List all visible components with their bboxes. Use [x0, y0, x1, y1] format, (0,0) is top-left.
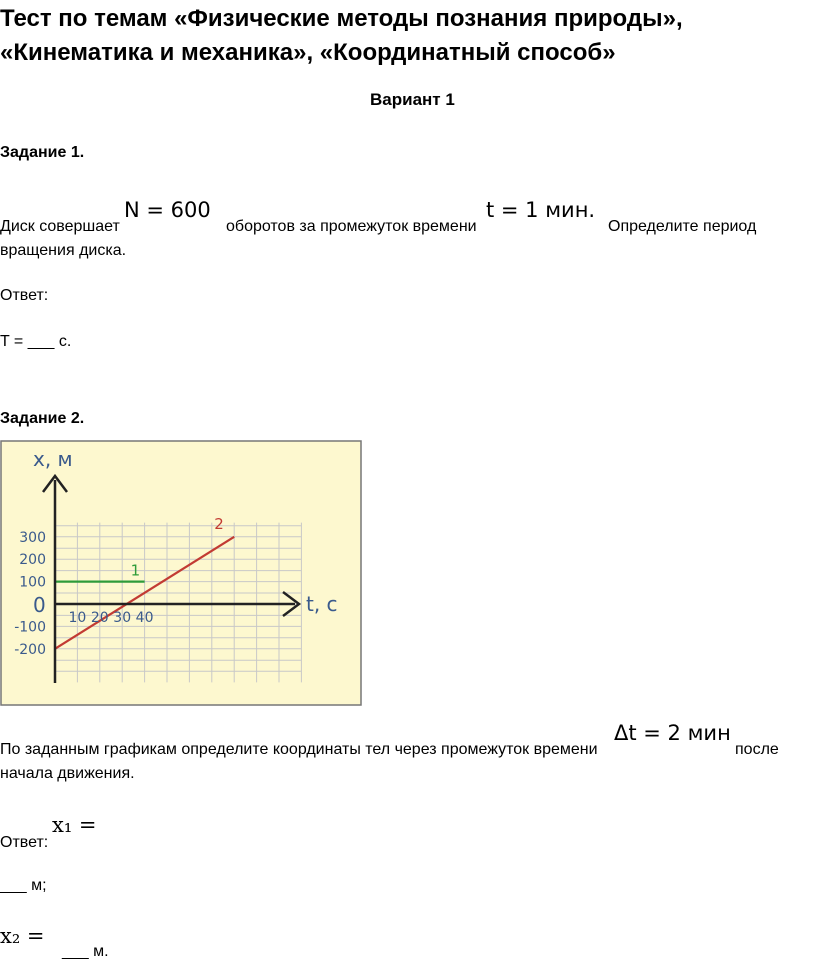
x2-formula: x₂ = — [0, 924, 45, 948]
task1-text-before: Диск совершает — [0, 218, 120, 235]
task1-answer-line: T = ___ с. — [0, 333, 72, 350]
task1-heading: Задание 1. — [0, 144, 85, 161]
x-tick-label: 30 — [113, 610, 132, 626]
task2-formula-dt: Δt = 2 мин — [614, 721, 731, 745]
series-label-2: 2 — [214, 514, 224, 533]
x1-formula: x₁ = — [52, 813, 97, 837]
task2-text-before: По заданным графикам определите координаты тел через промежуток времени — [0, 741, 598, 758]
series-label-1: 1 — [130, 561, 141, 580]
origin-label: 0 — [33, 593, 46, 617]
task2-text-line2: начала движения. — [0, 765, 135, 782]
task1-text-line2: вращения диска. — [0, 242, 127, 259]
x-tick-label: 40 — [135, 610, 154, 626]
x-tick-label: 20 — [90, 610, 109, 626]
task1-answer-label: Ответ: — [0, 287, 49, 304]
y-tick-label: 100 — [19, 574, 46, 591]
task2-heading: Задание 2. — [0, 410, 85, 427]
y-tick-label: 300 — [19, 529, 46, 546]
task2-answer-label: Ответ: — [0, 834, 49, 851]
variant-label: Вариант 1 — [370, 90, 455, 109]
page-title-line2: «Кинематика и механика», «Координатный способ» — [0, 39, 616, 66]
task1-text-after: Определите период — [608, 218, 757, 235]
task1-text-middle: оборотов за промежуток времени — [226, 218, 477, 235]
y-tick-label: 200 — [19, 552, 46, 569]
x-tick-label: 10 — [68, 610, 87, 626]
y-tick-label: -200 — [14, 641, 46, 658]
kinematics-graph — [0, 440, 362, 706]
y-tick-label: -100 — [14, 619, 46, 636]
x-axis-label: t, c — [306, 592, 338, 616]
x2-answer: ___ м. — [62, 943, 109, 960]
task2-text-after: после — [735, 741, 779, 758]
x1-answer: ___ м; — [0, 877, 47, 894]
task1-formula-n: N = 600 — [124, 198, 211, 222]
page-title-line1: Тест по темам «Физические методы познания природы», — [0, 5, 683, 32]
y-axis-label: x, м — [33, 447, 73, 471]
task1-formula-t: t = 1 мин. — [486, 198, 596, 222]
